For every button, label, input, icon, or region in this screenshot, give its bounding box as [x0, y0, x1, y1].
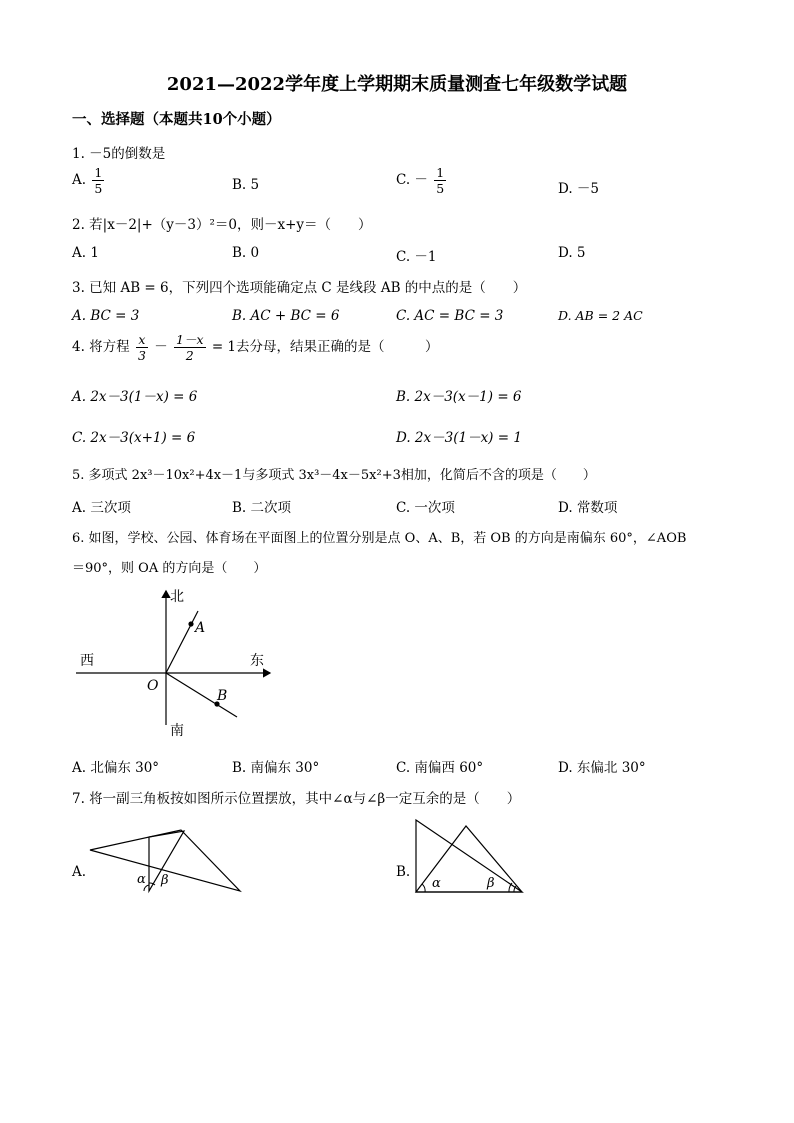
q2-option-b: B. 0 [232, 245, 260, 261]
label-point-b: B [217, 688, 228, 704]
q5-stem: 5. 多项式 2x³－10x²+4x－1与多项式 3x³－4x－5x²+3相加，化简后不含的项是（ ） [72, 468, 596, 483]
label-beta-b: β [487, 876, 495, 891]
q4-option-d: D. 2x－3(1－x) = 1 [396, 430, 522, 446]
q5-option-b: B. 二次项 [232, 500, 292, 516]
q7-stem: 7. 将一副三角板按如图所示位置摆放，其中∠α与∠β一定互余的是（ ） [72, 791, 521, 807]
label-east: 东 [250, 653, 264, 669]
angle-beta-arc-b [509, 883, 512, 892]
q7-figure-a [88, 825, 248, 897]
q3-option-d: D. AB = 2 AC [558, 308, 643, 323]
q2-stem: 2. 若|x－2|+（y－3）²＝0，则－x+y＝（ ） [72, 217, 372, 233]
q4-stem: 4. 将方程 $\frac{x}{3}$ － $\frac{1-x}{2}$ = 1去分母，结果正确的是（ ） [72, 332, 439, 363]
q5-option-c: C. 一次项 [396, 500, 455, 516]
q3-stem: 3. 已知 AB = 6，下列四个选项能确定点 C 是线段 AB 的中点的是（ ） [72, 280, 527, 296]
q1-option-b: B. 5 [232, 177, 260, 193]
q4-option-a: A. 2x－3(1－x) = 6 [72, 389, 198, 405]
label-alpha-a: α [137, 872, 146, 887]
label-origin: O [147, 678, 159, 694]
q6-direction-figure [72, 585, 282, 745]
q6-option-a: A. 北偏东 30° [72, 760, 160, 776]
q1-a-fraction: $\frac{1}{5}$ [94, 165, 103, 196]
q1-stem: 1. －5的倒数是 [72, 146, 166, 162]
q7-option-b-label: B. [396, 864, 411, 880]
q6-option-b: B. 南偏东 30° [232, 760, 320, 776]
q4-option-c: C. 2x－3(x+1) = 6 [72, 430, 196, 446]
q4-fraction-2: $\frac{1-x}{2}$ [176, 332, 204, 363]
label-north: 北 [170, 589, 184, 605]
q6-stem-line1: 6. 如图，学校、公园、体育场在平面图上的位置分别是点 O、A、B，若 OB 的方向是南偏东 60°，∠AOB [72, 531, 687, 546]
q3-option-a: A. BC = 3 [72, 308, 140, 324]
q1-option-a: A. $\frac{1}{5}$ [72, 165, 103, 196]
q1-option-c: C. － $\frac{1}{5}$ [396, 165, 445, 196]
point-a-dot [188, 621, 193, 626]
q7-figure-b [412, 815, 532, 897]
q6-option-d: D. 东偏北 30° [558, 760, 646, 776]
q1-option-d: D. －5 [558, 181, 600, 197]
q7-option-a-label: A. [72, 864, 87, 880]
q3-option-c: C. AC = BC = 3 [396, 308, 504, 324]
label-alpha-b: α [432, 876, 441, 891]
ray-oa [166, 611, 198, 673]
q2-option-c: C. －1 [396, 249, 437, 265]
label-south: 南 [170, 723, 184, 739]
q6-stem-line2: ＝90°，则 OA 的方向是（ ） [72, 561, 267, 576]
q5-option-d: D. 常数项 [558, 500, 618, 516]
q1-c-fraction: $\frac{1}{5}$ [436, 165, 445, 196]
q4-fraction-1: $\frac{x}{3}$ [137, 332, 146, 363]
section-heading: 一、选择题（本题共10个小题） [72, 111, 281, 128]
q6-option-c: C. 南偏西 60° [396, 760, 484, 776]
q2-option-d: D. 5 [558, 245, 586, 261]
q4-option-b: B. 2x－3(x－1) = 6 [396, 389, 522, 405]
label-west: 西 [80, 653, 94, 669]
angle-alpha-arc-b [422, 884, 425, 892]
q2-option-a: A. 1 [72, 245, 99, 261]
page-title: 2021—2022学年度上学期期末质量测查七年级数学试题 [166, 74, 628, 95]
label-beta-a: β [161, 873, 169, 888]
label-point-a: A [195, 620, 206, 636]
q3-option-b: B. AC + BC = 6 [232, 308, 340, 324]
q5-option-a: A. 三次项 [72, 500, 131, 516]
